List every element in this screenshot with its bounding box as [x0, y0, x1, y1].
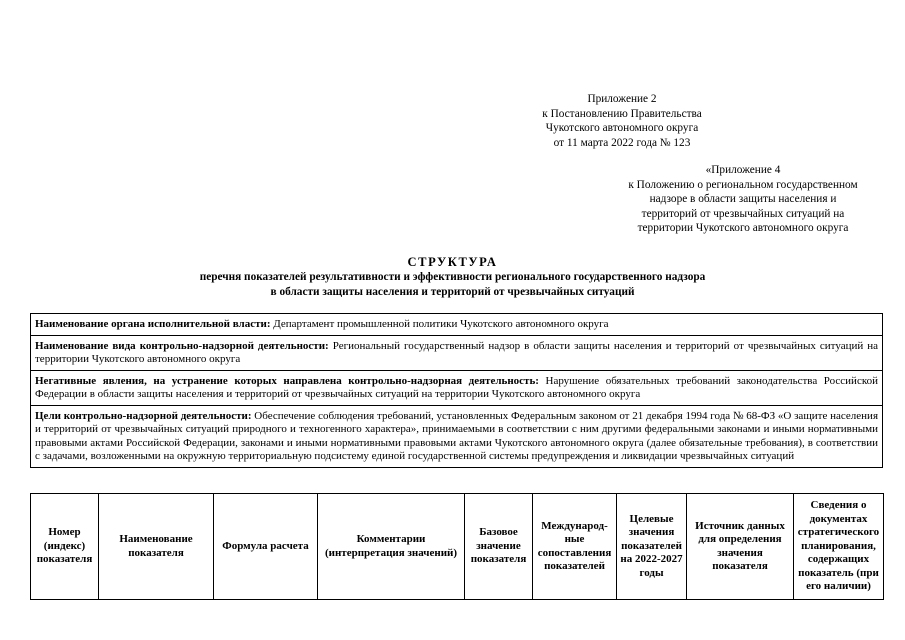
appendix-4-header [593, 163, 893, 236]
title-subtitle-line-2: в области защиты населения и территорий от чрезвычайных ситуаций [270, 285, 635, 298]
info-text: Региональный государственный надзор в области защиты населения и территорий от чрезвычайных ситуаций на территории Чукотского автономного округа [35, 339, 879, 365]
info-box [30, 313, 883, 468]
title-main: СТРУКТУРА [407, 255, 498, 269]
info-label: Цели контрольно-надзорной деятельности: [35, 409, 252, 422]
column-header: Формула расчета [214, 494, 318, 600]
appendix-4-line: территории Чукотского автономного округа [637, 222, 849, 234]
info-text: Департамент промышленной политики Чукотского автономного округа [273, 318, 609, 330]
column-header: Сведения о документах стратегического планирования, содержащих показатель (при его наличии) [794, 494, 884, 600]
column-header: Базовое значение показателя [465, 494, 533, 600]
column-header: Комментарии (интерпретация значений) [318, 494, 465, 600]
info-text: Обеспечение соблюдения требований, установленных Федеральным законом от 21 декабря 1994 года № 68-ФЗ «О защите населения и территорий от чрезвычайных ситуаций природного и техногенного характера», принимаемыми в соответствии с ним другими федеральными законами и иными нормативными правовыми актами Российской Федерации, законами и иными нормативными правовыми актами Чукотского автономного округа (далее обязательные требования), в соответствии с задачами, возложенными на окружную территориальную подсистему единой государственной системы предупреждения и ликвидации чрезвычайных ситуаций [35, 409, 879, 462]
appendix-2-line: Чукотского автономного округа [545, 122, 699, 134]
column-header: Номер (индекс) показателя [31, 494, 99, 600]
appendix-2-line: к Постановлению Правительства [542, 107, 702, 120]
info-label: Наименование вида контрольно-надзорной деятельности: [35, 339, 329, 352]
title-subtitle-line-1: перечня показателей результативности и эффективности регионального государственного надзора [199, 271, 706, 283]
appendix-2-line: Приложение 2 [587, 93, 657, 105]
appendix-2-header [472, 92, 772, 150]
column-header: Целевые значения показателей на 2022-2027 годы [617, 494, 687, 600]
appendix-4-line: к Положению о региональном государственном [628, 178, 858, 191]
appendix-2-line: от 11 марта 2022 года № 123 [553, 136, 691, 149]
info-row-goals [31, 406, 882, 468]
info-label: Наименование органа исполнительной власти: [35, 318, 271, 330]
appendix-4-line: территорий от чрезвычайных ситуаций на [641, 207, 845, 220]
info-text: Нарушение обязательных требований законодательства Российской Федерации в области защиты населения и территорий от чрезвычайных ситуаций на территории Чукотского автономного округа [35, 374, 879, 400]
appendix-4-line: «Приложение 4 [705, 164, 781, 176]
indicators-table [30, 493, 884, 600]
info-row-activity-type [31, 336, 882, 371]
document-title [0, 254, 905, 299]
info-label: Негативные явления, на устранение которых направлена контрольно-надзорная деятельность: [35, 374, 539, 387]
info-row-negative-phenomena [31, 371, 882, 406]
table-header-row [31, 494, 884, 600]
column-header: Международ-ные сопоставления показателей [533, 494, 617, 600]
appendix-4-line: надзоре в области защиты населения и [649, 193, 837, 205]
column-header: Наименование показателя [99, 494, 214, 600]
info-row-authority [31, 314, 882, 336]
column-header: Источник данных для определения значения показателя [687, 494, 794, 600]
